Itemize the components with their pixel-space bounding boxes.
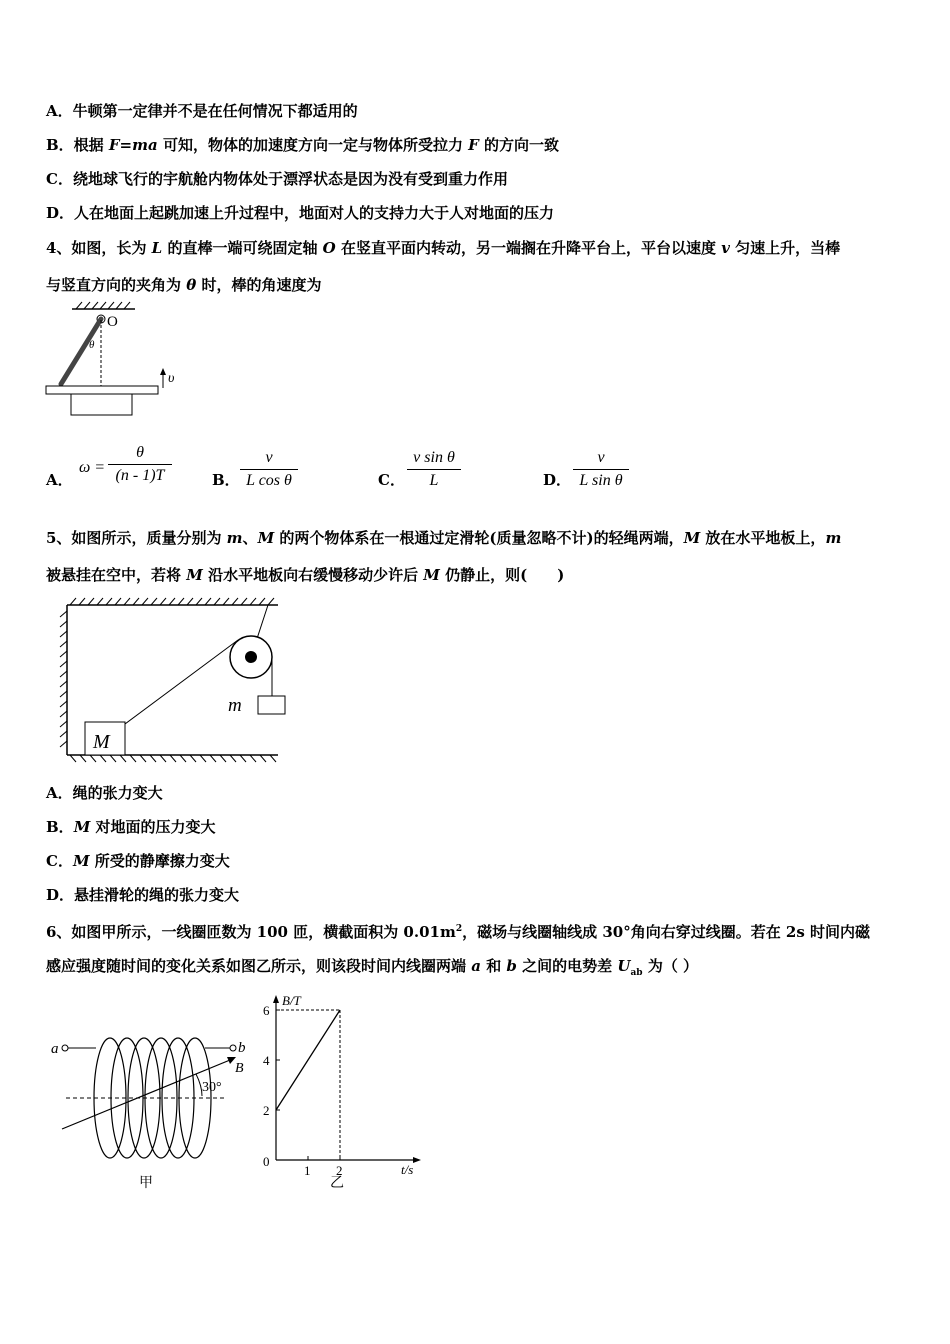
q3-option-b: B．根据 F=ma 可知，物体的加速度方向一定与物体所受拉力 F 的方向一致 bbox=[46, 136, 560, 154]
origin-label: 0 bbox=[263, 1154, 270, 1169]
q4-option-d-fraction: v L sin θ bbox=[573, 449, 629, 490]
q4-rod-figure bbox=[40, 300, 190, 425]
q6-fig-angle-label: 30° bbox=[202, 1080, 222, 1095]
q6-fig-B-label: B bbox=[235, 1061, 244, 1076]
q5-option-b: B．M 对地面的压力变大 bbox=[46, 818, 216, 836]
q4-option-a-lhs: ω = bbox=[79, 459, 106, 476]
q4-fig-theta-label: θ bbox=[89, 339, 95, 351]
y-axis-label: B/T bbox=[282, 993, 301, 1008]
q4-option-b-fraction: v L cos θ bbox=[240, 449, 298, 490]
q4-fig-v-label: υ bbox=[168, 371, 175, 386]
q5-text-line2: 被悬挂在空中，若将 M 沿水平地板向右缓慢移动少许后 M 仍静止，则( ) bbox=[46, 566, 565, 584]
y-tick-label-2: 2 bbox=[263, 1103, 270, 1118]
q5-text-line1: 5、如图所示，质量分别为 m、M 的两个物体系在一根通过定滑轮(质量忽略不计)的轻绳两端，M 放在水平地板上，m bbox=[46, 529, 842, 547]
q4-option-a-label: A． bbox=[46, 471, 73, 489]
q6-fig-b-label: b bbox=[238, 1040, 246, 1056]
q4-option-c-label: C． bbox=[378, 471, 405, 489]
q6-caption-jia: 甲 bbox=[139, 1175, 153, 1191]
q6-text-line1: 6、如图甲所示，一线圈匝数为 100 匝，横截面积为 $0.01m^2$，磁场与线圈轴线成 30°角向右穿过线圈。若在 2s 时间内磁 bbox=[46, 923, 871, 941]
y-tick-label-4: 4 bbox=[263, 1053, 270, 1068]
q6-coil-figure bbox=[48, 1020, 258, 1165]
q5-fig-M-label: M bbox=[93, 731, 110, 753]
q5-option-a: A．绳的张力变大 bbox=[46, 784, 163, 802]
q3-option-a: A．牛顿第一定律并不是在任何情况下都适用的 bbox=[46, 102, 358, 120]
q4-option-b-label: B． bbox=[212, 471, 240, 489]
q4-text-line2: 与竖直方向的夹角为 θ 时，棒的角速度为 bbox=[46, 276, 322, 294]
q6-fig-a-label: a bbox=[51, 1041, 59, 1057]
q3-option-c: C．绕地球飞行的宇航舱内物体处于漂浮状态是因为没有受到重力作用 bbox=[46, 170, 508, 188]
q5-option-d: D．悬挂滑轮的绳的张力变大 bbox=[46, 886, 240, 904]
q5-option-c: C．M 所受的静摩擦力变大 bbox=[46, 852, 230, 870]
q4-option-a-fraction: θ (n - 1)T bbox=[108, 444, 172, 485]
q5-pulley-figure bbox=[52, 595, 287, 770]
q4-option-d-label: D． bbox=[543, 471, 572, 489]
q4-option-c-fraction: v sin θ L bbox=[407, 449, 461, 490]
x-tick-label-1: 1 bbox=[304, 1163, 311, 1178]
q4-fig-o-label: O bbox=[107, 314, 118, 330]
q3-option-d: D．人在地面上起跳加速上升过程中，地面对人的支持力大于人对地面的压力 bbox=[46, 204, 555, 222]
x-axis-label: t/s bbox=[401, 1162, 414, 1177]
y-axis-arrow bbox=[273, 995, 279, 1003]
q6-caption-yi: 乙 bbox=[330, 1175, 344, 1191]
q6-bt-graph bbox=[258, 990, 428, 1178]
y-tick-label-6: 6 bbox=[263, 1003, 270, 1018]
x-axis-arrow bbox=[413, 1157, 421, 1163]
q5-fig-m-label: m bbox=[228, 695, 242, 716]
series-line-B bbox=[276, 1010, 340, 1110]
q6-text-line2: 感应强度随时间的变化关系如图乙所示，则该段时间内线圈两端 a 和 b 之间的电势差 $U_{ab}$ 为（ ） bbox=[46, 957, 699, 978]
q4-text-line1: 4、如图，长为 L 的直棒一端可绕固定轴 O 在竖直平面内转动，另一端搁在升降平台上，平台以速度 v 匀速上升，当棒 bbox=[46, 239, 841, 257]
x-tick-label-2: 2 bbox=[336, 1163, 343, 1178]
